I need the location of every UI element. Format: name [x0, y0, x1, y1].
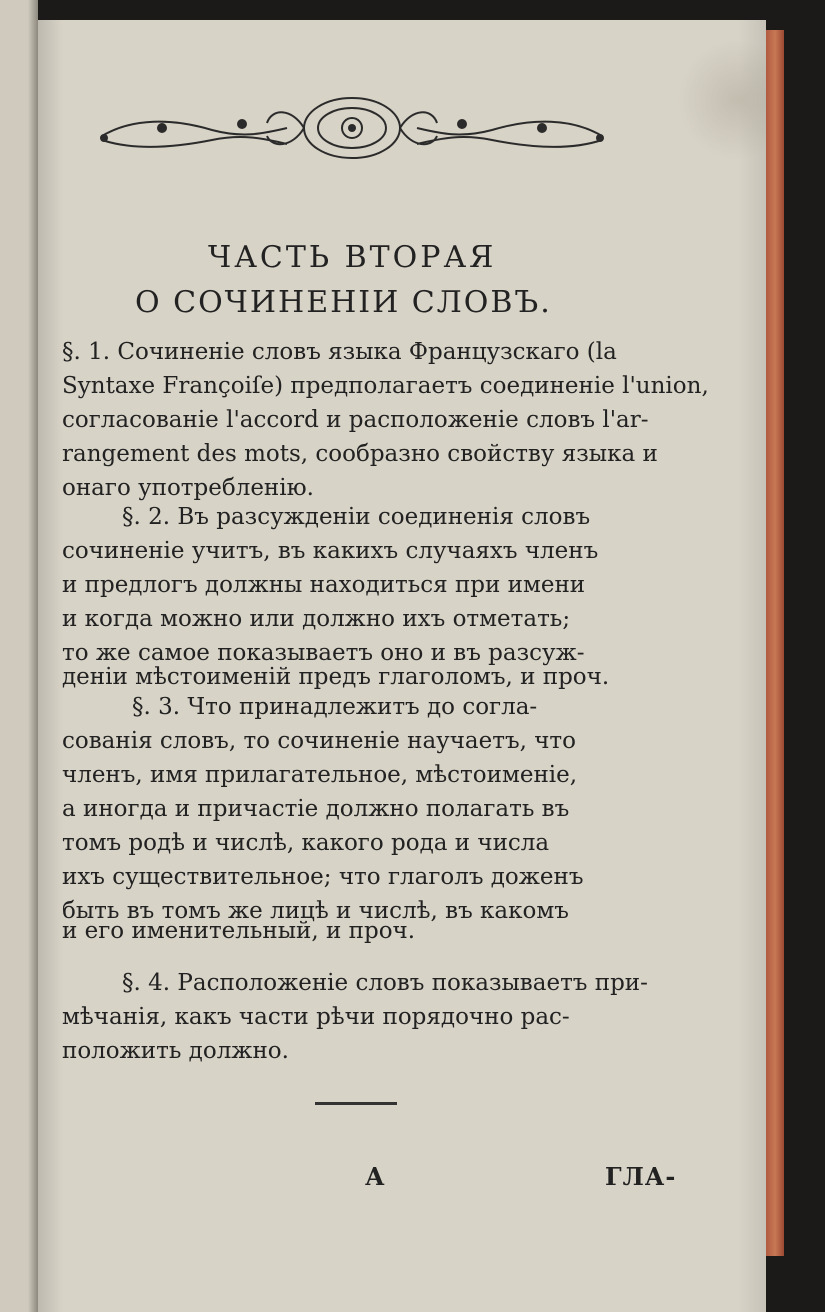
text-line: §. 1. Сочиненiе словъ языка Французскаго (la [62, 339, 617, 365]
text-line: и предлогъ должны находиться при имени [62, 572, 586, 598]
text-line: сочиненiе учитъ, въ какихъ случаяхъ членъ [62, 538, 599, 564]
text-line: онаго употребленiю. [62, 475, 314, 501]
text-line: то же самое показываетъ оно и въ разсуж- [62, 640, 585, 666]
text-line: сованiя словъ, то сочиненiе научаетъ, что [62, 728, 576, 754]
text-line: мѣчанiя, какъ части рѣчи порядочно рас- [62, 1004, 570, 1030]
text-line: согласованiе l'accord и расположенiе словъ l'ar- [62, 407, 649, 433]
text-line: ихъ существительное; что глаголъ доженъ [62, 864, 584, 890]
text-line: томъ родѣ и числѣ, какого рода и числа [62, 830, 550, 856]
text-line: и его именительный, и проч. [62, 918, 416, 944]
text-line: §. 4. Расположенiе словъ показываетъ при- [122, 970, 648, 996]
text-line: и когда можно или должно ихъ отметать; [62, 606, 571, 632]
text-line: а иногда и причастiе должно полагать въ [62, 796, 570, 822]
text-line: Syntaxe Françoiſe) предполагаетъ соединенiе l'union, [62, 373, 709, 399]
part-title: ЧАСТЬ ВТОРАЯ [208, 240, 497, 275]
gutter-shadow [28, 0, 38, 1312]
text-line: быть въ томъ же лицѣ и числѣ, въ какомъ [62, 898, 569, 924]
text-line: §. 3. Что принадлежитъ до согла- [132, 694, 538, 720]
text-line: положить должно. [62, 1038, 289, 1064]
catchword: ГЛА- [605, 1162, 677, 1191]
text-line: денiи мѣстоименiй предъ глаголомъ, и проч. [62, 664, 610, 690]
section-title: О СОЧИНЕНIИ СЛОВЪ. [135, 285, 552, 320]
section-rule [315, 1102, 397, 1105]
signature-mark: А [365, 1162, 385, 1191]
red-page-edge [766, 30, 784, 1256]
headpiece-ornament-icon [92, 88, 612, 168]
adjacent-page-edge [0, 0, 38, 1312]
text-line: §. 2. Въ разсужденiи соединенiя словъ [122, 504, 591, 530]
text-line: членъ, имя прилагательное, мѣстоименiе, [62, 762, 578, 788]
text-line: rangement des mots, сообразно свойству языка и [62, 441, 658, 467]
